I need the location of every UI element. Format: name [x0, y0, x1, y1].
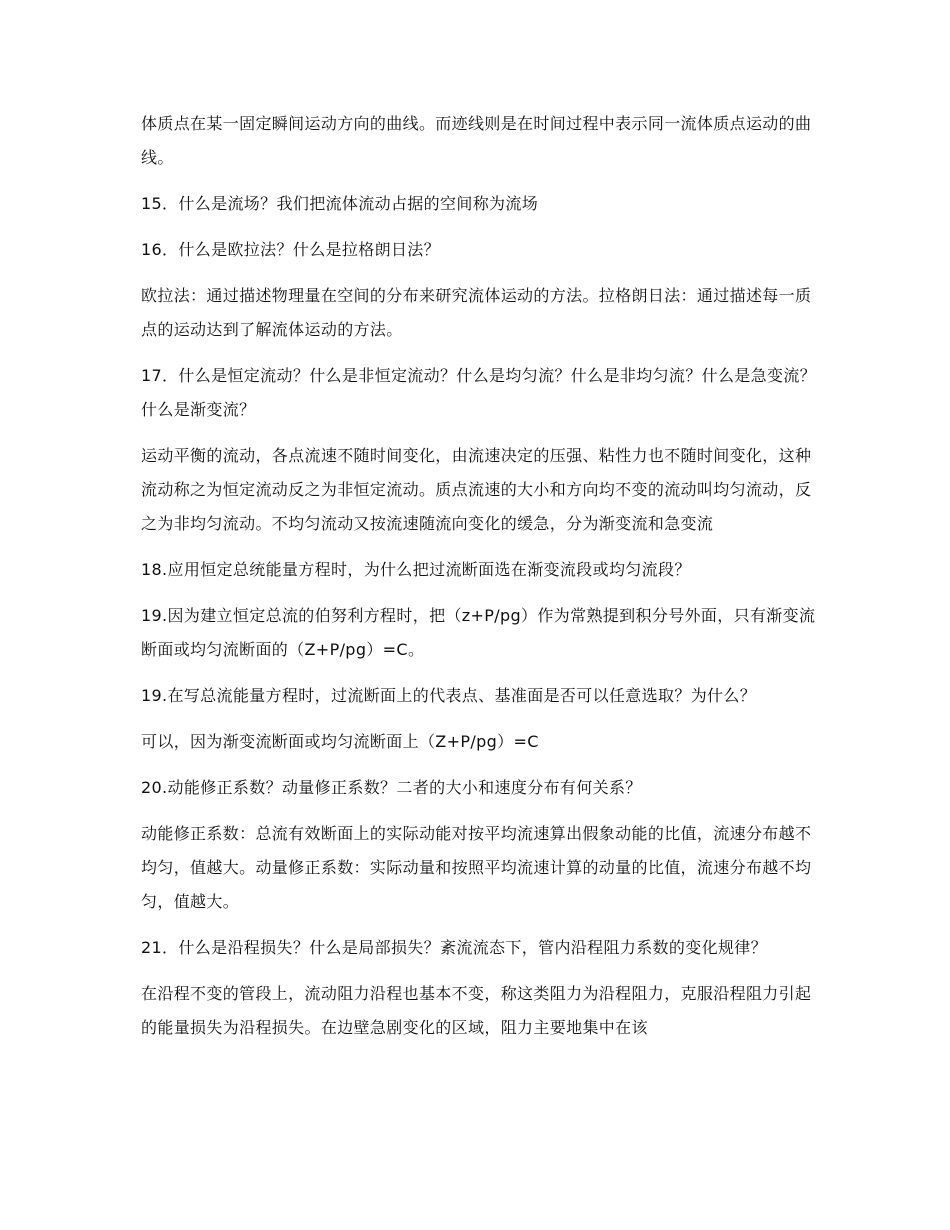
answer-20-correction-coefficients: 动能修正系数：总流有效断面上的实际动能对按平均流速算出假象动能的比值，流速分布越不均匀，值越大。动量修正系数：实际动量和按照平均流速计算的动量的比值，流速分布越不均匀，值越大。 [141, 824, 812, 911]
answer-21-head-loss: 在沿程不变的管段上，流动阻力沿程也基本不变，称这类阻力为沿程阻力，克服沿程阻力引起的能量损失为沿程损失。在边壁急剧变化的区域，阻力主要地集中在该 [141, 984, 812, 1037]
question-18-energy-equation-section: 18.应用恒定总统能量方程时，为什么把过流断面选在渐变流段或均匀流段？ [141, 560, 691, 579]
question-16-euler-lagrange: 16．什么是欧拉法？什么是拉格朗日法？ [141, 240, 441, 259]
question-17-flow-types: 17．什么是恒定流动？什么是非恒定流动？什么是均匀流？什么是非均匀流？什么是急变流？什么是渐变流？ [141, 366, 817, 419]
answer-19-bernoulli: 19.因为建立恒定总流的伯努利方程时，把（z+P/pg）作为常熟提到积分号外面，只有渐变流断面或均匀流断面的（Z+P/pg）=C。 [141, 606, 816, 659]
answer-19-reference-point: 可以，因为渐变流断面或均匀流断面上（Z+P/pg）=C [141, 732, 539, 751]
question-20-correction-coefficients: 20.动能修正系数？动量修正系数？二者的大小和速度分布有何关系？ [141, 778, 642, 797]
question-19-reference-point: 19.在写总流能量方程时，过流断面上的代表点、基准面是否可以任意选取？为什么？ [141, 686, 757, 705]
answer-16-euler-lagrange: 欧拉法：通过描述物理量在空间的分布来研究流体运动的方法。拉格朗日法：通过描述每一质点的运动达到了解流体运动的方法。 [141, 286, 812, 339]
answer-17-flow-types: 运动平衡的流动，各点流速不随时间变化，由流速决定的压强、粘性力也不随时间变化，这种流动称之为恒定流动反之为非恒定流动。质点流速的大小和方向均不变的流动叫均匀流动，反之为非均匀流动。不均匀流动又按流速随流向变化的缓急，分为渐变流和急变流 [141, 446, 812, 533]
document-body [141, 107, 821, 1057]
question-21-head-loss: 21．什么是沿程损失？什么是局部损失？紊流流态下，管内沿程阻力系数的变化规律？ [141, 938, 768, 957]
question-15-flow-field: 15．什么是流场？我们把流体流动占据的空间称为流场 [141, 194, 539, 213]
paragraph-continuation-streamline: 体质点在某一固定瞬间运动方向的曲线。而迹线则是在时间过程中表示同一流体质点运动的曲线。 [141, 114, 812, 167]
